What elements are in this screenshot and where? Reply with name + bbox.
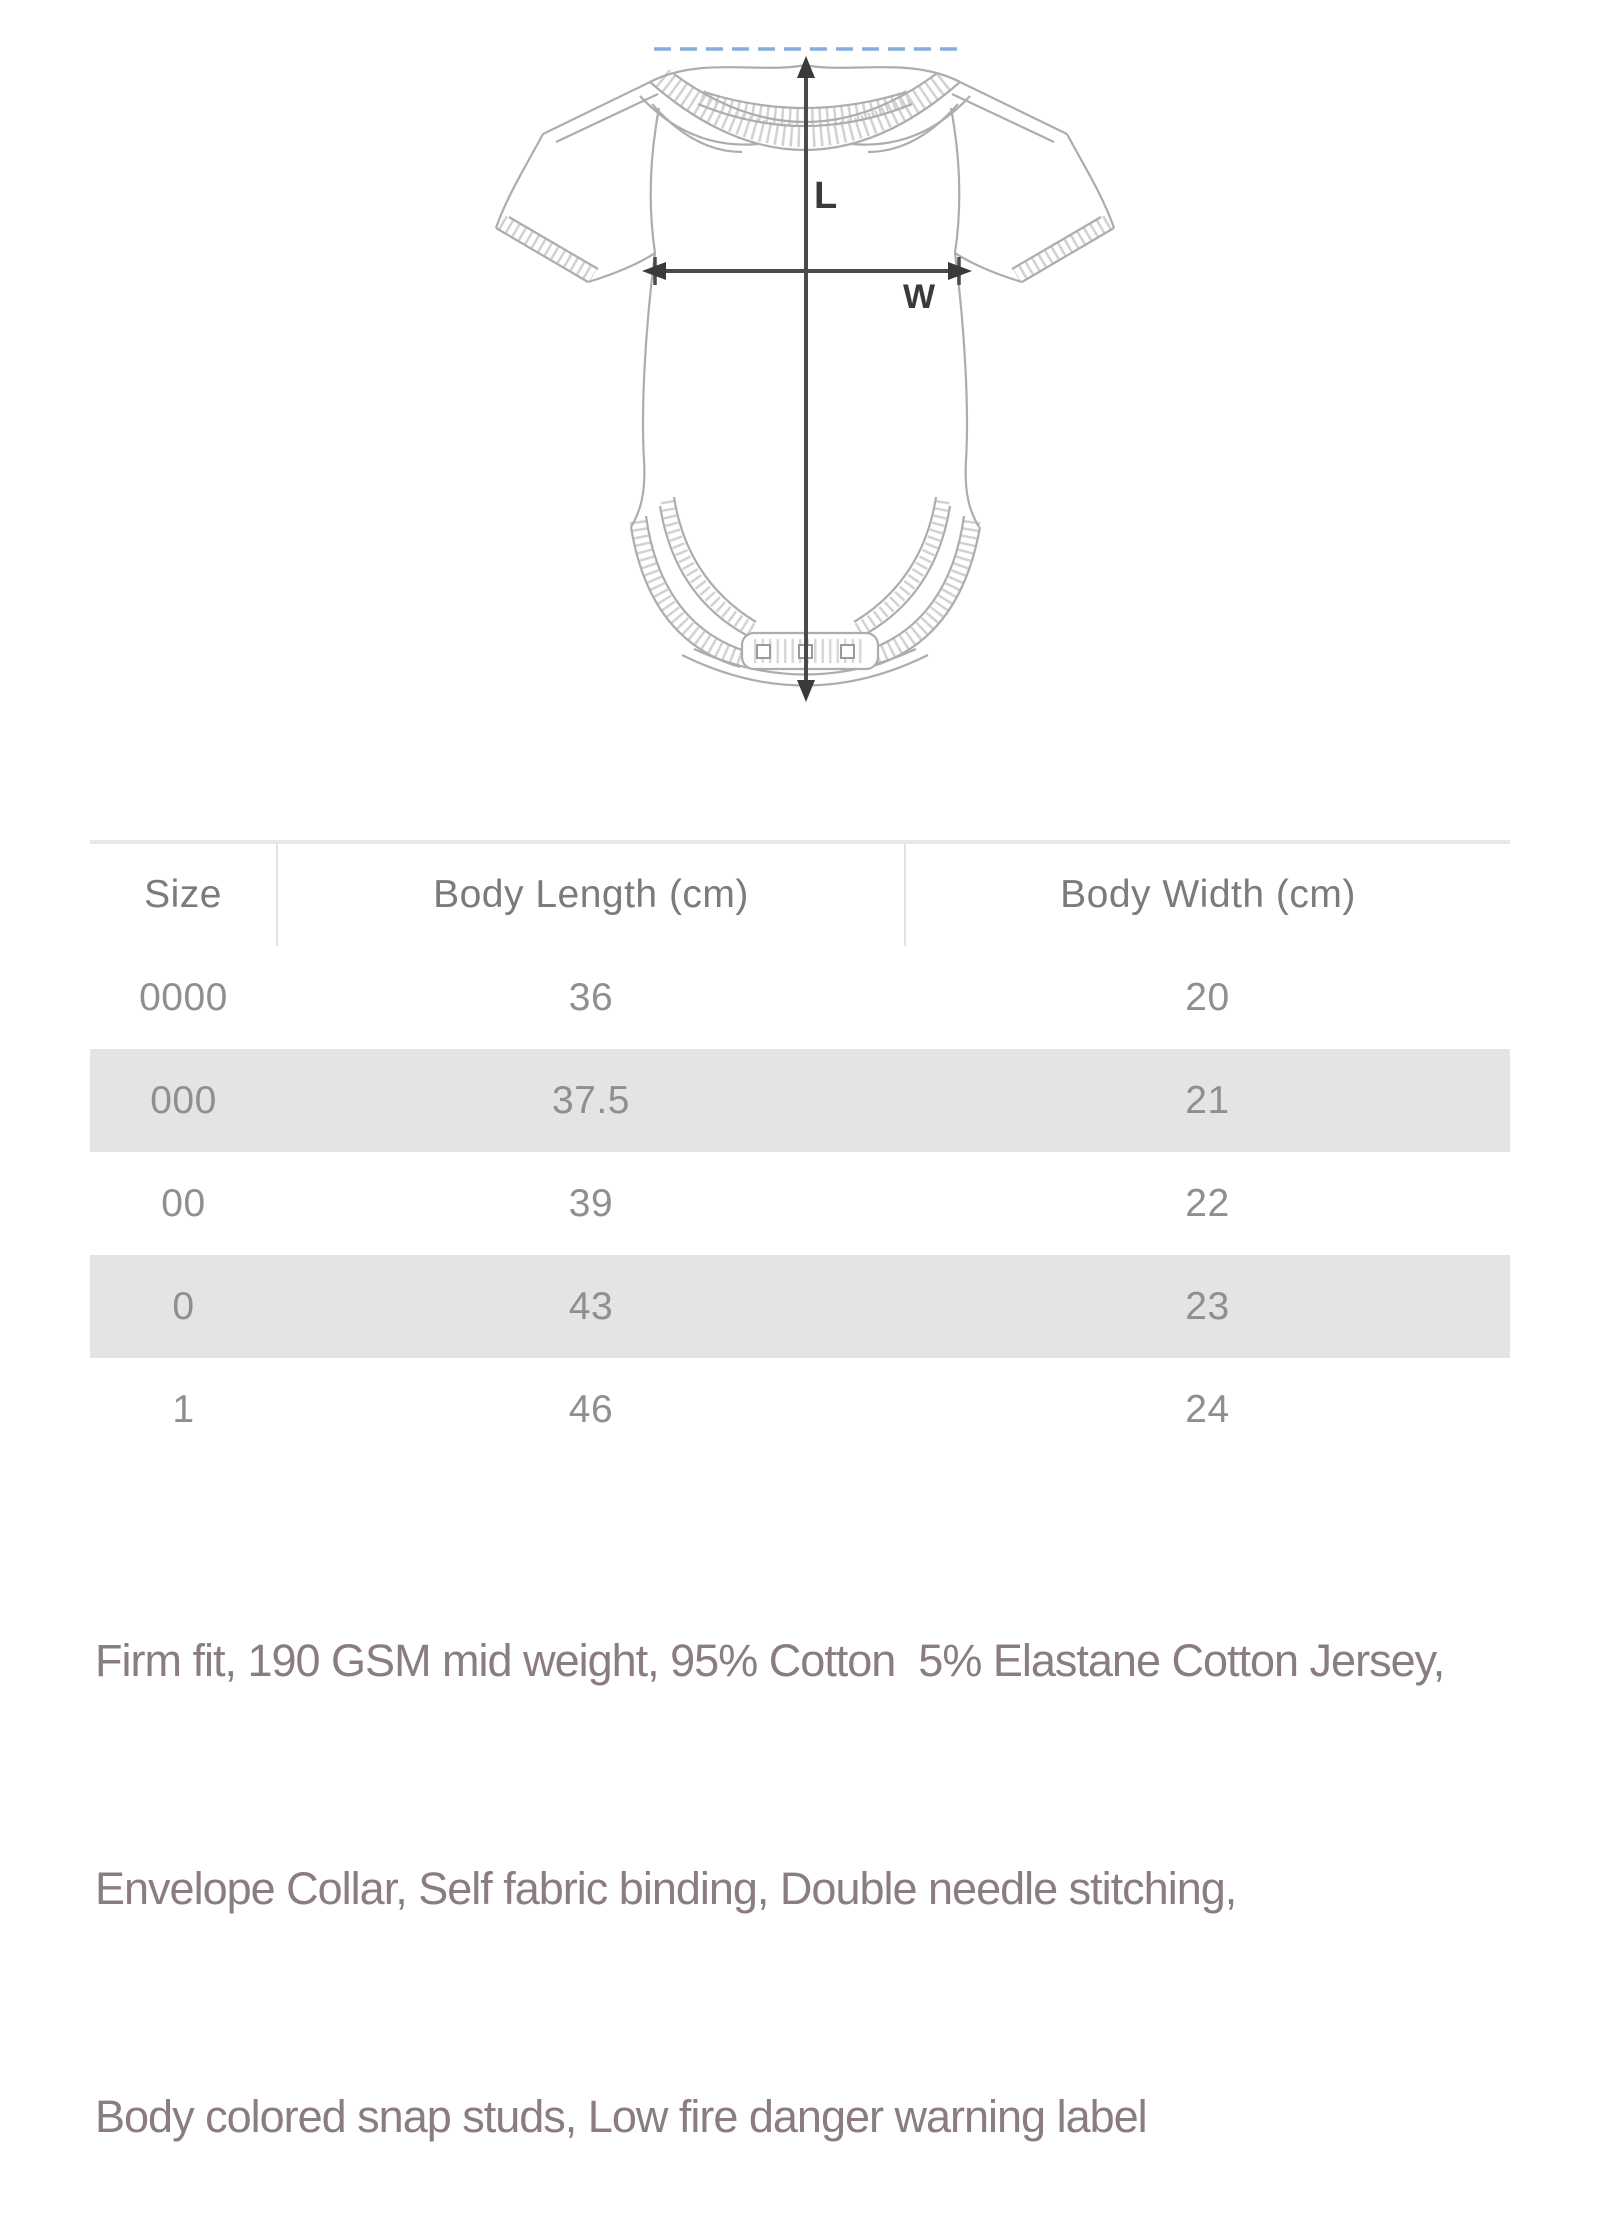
right-sleeve-outer — [1067, 134, 1114, 228]
left-armhole-seam — [651, 108, 659, 253]
right-leg-outer-hatch — [866, 521, 972, 660]
right-side-seam — [955, 253, 979, 527]
left-shoulder-edge — [543, 82, 650, 134]
body-length-cell: 36 — [568, 975, 614, 1019]
size-chart-table — [90, 840, 1510, 1461]
size-cell: 000 — [150, 1078, 217, 1122]
left-sleeve-outer — [496, 134, 543, 228]
snap-stud — [757, 645, 770, 658]
body-width-cell: 21 — [1185, 1078, 1230, 1122]
width-label: W — [902, 278, 936, 316]
snap-stud — [841, 645, 854, 658]
size-cell: 0 — [172, 1284, 195, 1328]
right-shoulder-edge — [960, 82, 1067, 134]
body-width-cell: 23 — [1185, 1284, 1230, 1328]
body-width-cell: 24 — [1185, 1387, 1230, 1431]
body-length-cell: 43 — [568, 1284, 614, 1328]
body-width-cell: 20 — [1185, 975, 1230, 1019]
bodysuit-measurement-diagram — [0, 0, 1600, 730]
body-length-cell: 46 — [568, 1387, 614, 1431]
table-header-row — [90, 842, 1510, 946]
table-row — [90, 1152, 1510, 1255]
size-cell: 00 — [161, 1181, 206, 1225]
snap-placket — [742, 633, 878, 669]
left-leg-outer-hatch — [638, 521, 744, 660]
right-armhole-seam — [951, 108, 959, 253]
length-arrowhead-bottom — [797, 680, 815, 702]
right-shoulder-seam — [952, 94, 1054, 142]
left-shoulder-seam — [556, 94, 658, 142]
body-width-cell: 22 — [1185, 1181, 1230, 1225]
product-description — [95, 1471, 1540, 2231]
bodysuit-diagram-svg — [0, 0, 1600, 730]
description-line: Envelope Collar, Self fabric binding, Double needle stitching, — [95, 1863, 1237, 1914]
size-cell: 0000 — [139, 975, 228, 1019]
body-length-cell: 39 — [568, 1181, 614, 1225]
table-row — [90, 946, 1510, 1049]
left-side-seam — [631, 253, 655, 527]
column-header-body-width: Body Width (cm) — [905, 842, 1510, 946]
table-row — [90, 1255, 1510, 1358]
right-cuff-hatch — [1017, 222, 1108, 276]
left-underarm — [588, 253, 655, 282]
left-cuff-hatch — [502, 222, 593, 276]
length-label: L — [814, 175, 838, 217]
column-header-size: Size — [144, 873, 222, 916]
length-arrow — [797, 56, 815, 702]
left-leghole-outer — [660, 506, 750, 637]
table-row — [90, 1049, 1510, 1152]
right-underarm — [955, 253, 1022, 282]
right-leghole-outer — [860, 506, 950, 637]
body-length-cell: 37.5 — [552, 1078, 630, 1122]
table-row — [90, 1358, 1510, 1461]
size-cell: 1 — [172, 1387, 195, 1431]
description-line: Body colored snap studs, Low fire danger warning label — [95, 2091, 1147, 2142]
column-header-body-length: Body Length (cm) — [277, 842, 905, 946]
description-line: Firm fit, 190 GSM mid weight, 95% Cotton 5% Elastane Cotton Jersey, — [95, 1635, 1445, 1686]
